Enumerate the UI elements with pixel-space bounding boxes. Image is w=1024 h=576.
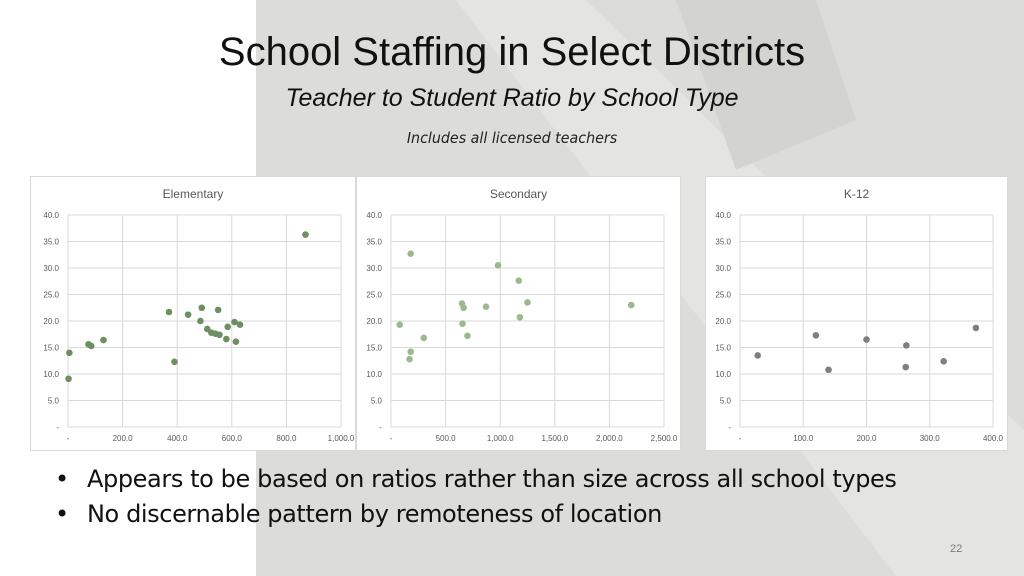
y-tick-label: 20.0 bbox=[366, 317, 382, 326]
y-tick-label: 40.0 bbox=[715, 211, 731, 220]
data-point bbox=[88, 343, 95, 350]
data-point bbox=[166, 309, 173, 316]
x-tick-label: 2,500.0 bbox=[650, 434, 678, 443]
data-point bbox=[100, 337, 107, 344]
x-tick-label: 300.0 bbox=[919, 434, 940, 443]
elementary-chart-svg bbox=[31, 177, 355, 450]
slide-title: School Staffing in Select Districts bbox=[218, 30, 806, 74]
data-point bbox=[237, 321, 244, 328]
x-tick-label: - bbox=[66, 434, 70, 443]
data-point bbox=[407, 250, 414, 257]
slide-number: 22 bbox=[950, 543, 963, 555]
data-point bbox=[903, 342, 910, 349]
data-point bbox=[483, 303, 490, 310]
data-point bbox=[459, 320, 466, 327]
data-point bbox=[524, 299, 531, 306]
data-point bbox=[216, 331, 223, 338]
data-point bbox=[902, 364, 909, 371]
data-point bbox=[233, 338, 240, 345]
data-point bbox=[517, 314, 524, 321]
data-point bbox=[863, 336, 870, 343]
chart-title: Secondary bbox=[489, 187, 548, 201]
data-point bbox=[813, 332, 820, 339]
x-tick-label: 500.0 bbox=[435, 434, 456, 443]
y-tick-label: - bbox=[379, 423, 382, 432]
x-tick-label: 200.0 bbox=[112, 434, 133, 443]
data-point bbox=[198, 304, 205, 311]
data-point bbox=[825, 366, 832, 373]
y-tick-label: 35.0 bbox=[43, 237, 59, 247]
x-tick-label: 1,000.0 bbox=[486, 434, 514, 443]
x-tick-label: 600.0 bbox=[221, 434, 242, 443]
y-tick-label: 30.0 bbox=[366, 264, 382, 273]
secondary-chart-svg bbox=[357, 177, 680, 450]
data-point bbox=[302, 231, 309, 238]
x-tick-label: - bbox=[738, 434, 742, 443]
bullet-text: No discernable pattern by remoteness of location bbox=[87, 500, 662, 528]
data-point bbox=[407, 348, 414, 355]
x-tick-label: 400.0 bbox=[982, 434, 1004, 443]
y-tick-label: 15.0 bbox=[366, 343, 382, 353]
y-tick-label: 15.0 bbox=[715, 343, 731, 353]
y-tick-label: - bbox=[728, 423, 731, 432]
data-point bbox=[495, 262, 502, 269]
y-tick-label: 5.0 bbox=[47, 396, 59, 406]
x-tick-label: 2,000.0 bbox=[596, 434, 623, 443]
slide-note: Includes all licensed teachers bbox=[406, 129, 618, 147]
elementary-chart bbox=[30, 176, 356, 451]
y-tick-label: 10.0 bbox=[715, 370, 731, 379]
y-tick-label: - bbox=[56, 423, 59, 432]
data-point bbox=[215, 307, 222, 314]
y-tick-label: 30.0 bbox=[43, 264, 59, 273]
data-point bbox=[223, 336, 230, 343]
y-tick-label: 40.0 bbox=[366, 211, 382, 220]
data-point bbox=[224, 324, 231, 331]
x-tick-label: 1,000.0 bbox=[327, 434, 355, 443]
data-point bbox=[420, 335, 427, 342]
x-tick-label: 800.0 bbox=[276, 434, 297, 443]
bullet-list bbox=[55, 462, 897, 532]
chart-title: K-12 bbox=[843, 187, 870, 201]
y-tick-label: 20.0 bbox=[43, 317, 59, 326]
k12-chart-svg bbox=[706, 177, 1007, 450]
data-point bbox=[66, 350, 73, 357]
data-point bbox=[754, 352, 761, 359]
bullet-text: Appears to be based on ratios rather than size across all school types bbox=[87, 465, 897, 493]
y-tick-label: 5.0 bbox=[719, 396, 731, 406]
y-tick-label: 25.0 bbox=[366, 290, 382, 300]
y-tick-label: 10.0 bbox=[366, 370, 382, 379]
data-point bbox=[973, 325, 980, 332]
slide-subtitle: Teacher to Student Ratio by School Type bbox=[285, 84, 739, 112]
y-tick-label: 15.0 bbox=[43, 343, 59, 353]
y-tick-label: 20.0 bbox=[715, 317, 731, 326]
secondary-chart bbox=[356, 176, 681, 451]
x-tick-label: 400.0 bbox=[167, 434, 188, 443]
data-point bbox=[464, 333, 471, 340]
y-tick-label: 35.0 bbox=[715, 237, 731, 247]
data-point bbox=[406, 356, 413, 363]
data-point bbox=[396, 321, 403, 328]
k12-chart bbox=[705, 176, 1008, 451]
bullet-dot-icon: • bbox=[55, 465, 69, 493]
y-tick-label: 35.0 bbox=[366, 237, 382, 247]
bullet-item bbox=[55, 462, 897, 497]
data-point bbox=[628, 302, 635, 309]
y-tick-label: 25.0 bbox=[715, 290, 731, 300]
y-tick-label: 5.0 bbox=[370, 396, 382, 406]
y-tick-label: 10.0 bbox=[43, 370, 59, 379]
x-tick-label: 200.0 bbox=[856, 434, 877, 443]
x-tick-label: 100.0 bbox=[793, 434, 814, 443]
bullet-dot-icon: • bbox=[55, 500, 69, 528]
bullet-item bbox=[55, 497, 897, 532]
y-tick-label: 40.0 bbox=[43, 211, 59, 220]
chart-title: Elementary bbox=[162, 187, 224, 201]
data-point bbox=[185, 311, 192, 318]
data-point bbox=[460, 304, 467, 311]
data-point bbox=[197, 318, 204, 325]
data-point bbox=[940, 358, 947, 365]
y-tick-label: 30.0 bbox=[715, 264, 731, 273]
x-tick-label: 1,500.0 bbox=[541, 434, 569, 443]
data-point bbox=[171, 359, 178, 366]
data-point bbox=[515, 277, 522, 284]
x-tick-label: - bbox=[389, 434, 393, 443]
data-point bbox=[65, 375, 72, 382]
y-tick-label: 25.0 bbox=[43, 290, 59, 300]
